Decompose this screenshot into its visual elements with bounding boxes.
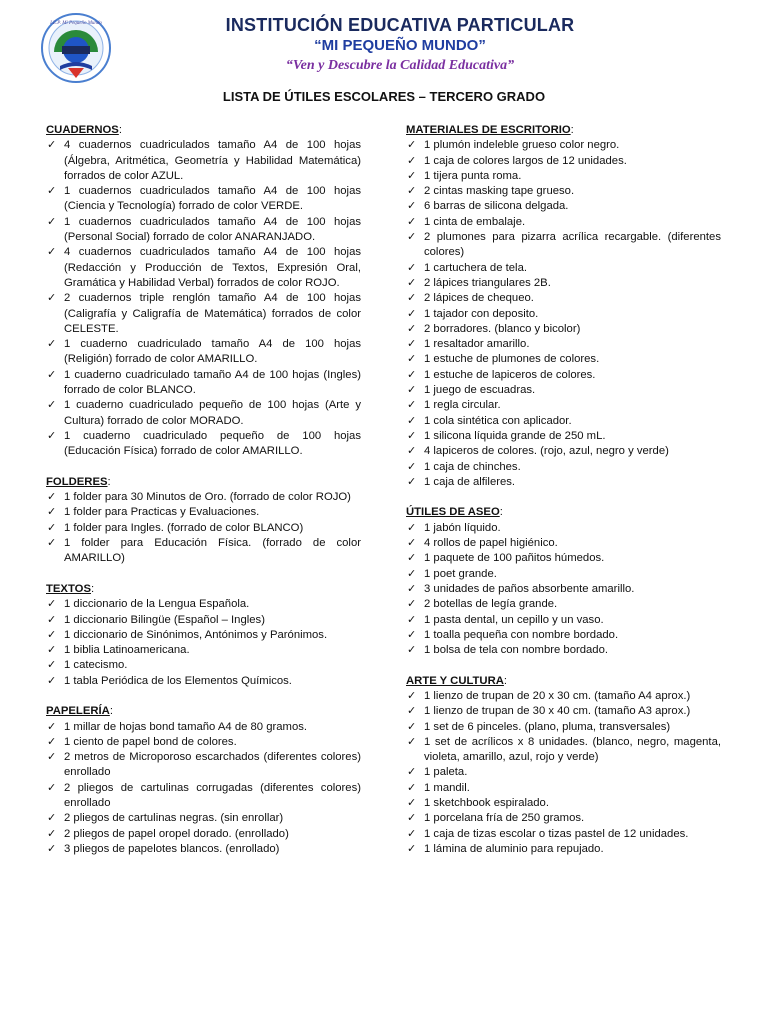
checkmark-icon: ✓ xyxy=(47,139,57,152)
list-item-text: 1 estuche de plumones de colores. xyxy=(424,353,600,366)
list-item xyxy=(406,429,721,444)
item-list xyxy=(406,689,721,857)
section-folderes xyxy=(46,475,361,567)
list-item xyxy=(406,215,721,230)
checkmark-icon: ✓ xyxy=(407,766,417,779)
list-item-text: 2 borradores. (blanco y bicolor) xyxy=(424,322,581,335)
list-item xyxy=(46,750,361,781)
list-item-text: 1 sketchbook espiralado. xyxy=(424,797,549,810)
checkmark-icon: ✓ xyxy=(407,797,417,810)
checkmark-icon: ✓ xyxy=(407,521,417,534)
list-item xyxy=(406,827,721,842)
list-item-text: 1 folder para Ingles. (forrado de color BLANCO) xyxy=(64,521,304,534)
list-item xyxy=(406,689,721,704)
item-list xyxy=(406,138,721,490)
checkmark-icon: ✓ xyxy=(47,537,57,550)
list-item-text: 1 cartuchera de tela. xyxy=(424,261,527,274)
list-item-text: 1 lienzo de trupan de 20 x 30 cm. (tamaño A4 aprox.) xyxy=(424,689,691,702)
section-cuadernos xyxy=(46,123,361,460)
list-item xyxy=(406,643,721,658)
list-item xyxy=(406,352,721,367)
list-item xyxy=(46,138,361,184)
checkmark-icon: ✓ xyxy=(407,231,417,244)
checkmark-icon: ✓ xyxy=(47,215,57,228)
list-item-text: 1 silicona líquida grande de 250 mL. xyxy=(424,429,606,442)
item-list xyxy=(46,720,361,858)
list-item xyxy=(406,368,721,383)
section-materiales-de-escritorio xyxy=(406,123,721,490)
checkmark-icon: ✓ xyxy=(407,552,417,565)
checkmark-icon: ✓ xyxy=(47,185,57,198)
list-item-text: 1 cuadernos cuadriculados tamaño A4 de 100 hojas (Ciencia y Tecnología) forrado de color VERDE. xyxy=(64,185,361,213)
section-title: CUADERNOS xyxy=(46,124,119,136)
list-item xyxy=(406,337,721,352)
list-item xyxy=(46,368,361,399)
section-title: PAPELERÍA xyxy=(46,705,110,718)
checkmark-icon: ✓ xyxy=(47,506,57,519)
list-item-text: 1 set de acrílicos x 8 unidades. (blanco, negro, magenta, violeta, amarillo, azul, rojo y verde) xyxy=(424,735,721,764)
list-item-text: 1 bolsa de tela con nombre bordado. xyxy=(424,644,609,657)
section-title-colon: : xyxy=(91,582,95,595)
list-item-text: 1 paleta. xyxy=(424,766,468,779)
list-item-text: 1 tajador con deposito. xyxy=(424,307,539,320)
section-textos xyxy=(46,582,361,689)
list-item-text: 1 cola sintética con aplicador. xyxy=(424,414,572,427)
checkmark-icon: ✓ xyxy=(407,781,417,794)
list-item xyxy=(406,307,721,322)
list-item xyxy=(406,230,721,261)
section-heading xyxy=(46,582,361,597)
list-item-text: 1 caja de colores largos de 12 unidades. xyxy=(424,154,627,167)
list-item xyxy=(46,658,361,673)
list-item-text: 1 cuaderno cuadriculado tamaño A4 de 100 hojas (Ingles) forrado de color BLANCO. xyxy=(64,368,361,397)
list-item xyxy=(406,796,721,811)
checkmark-icon: ✓ xyxy=(407,628,417,641)
list-item-text: 2 pliegos de cartulinas negras. (sin enrollar) xyxy=(64,812,284,825)
checkmark-icon: ✓ xyxy=(47,781,57,794)
checkmark-icon: ✓ xyxy=(407,445,417,458)
checkmark-icon: ✓ xyxy=(407,613,417,626)
section-papeleria xyxy=(46,704,361,857)
checkmark-icon: ✓ xyxy=(407,261,417,274)
section-title-colon: : xyxy=(499,506,503,519)
list-item-text: 1 mandil. xyxy=(424,781,470,794)
checkmark-icon: ✓ xyxy=(47,368,57,381)
list-item-text: 1 cuadernos cuadriculados tamaño A4 de 100 hojas (Personal Social) forrado de color ANARANJADO. xyxy=(64,215,361,244)
checkmark-icon: ✓ xyxy=(407,154,417,167)
checkmark-icon: ✓ xyxy=(47,338,57,351)
list-item-text: 1 diccionario Bilingüe (Español – Ingles) xyxy=(64,613,265,626)
item-list xyxy=(46,138,361,459)
checkmark-icon: ✓ xyxy=(407,644,417,657)
list-item-text: 1 cuaderno cuadriculado pequeño de 100 hojas (Educación Física) forrado de color AMARILLO. xyxy=(64,429,361,458)
letterhead xyxy=(150,14,650,75)
list-item-text: 1 diccionario de la Lengua Española. xyxy=(64,598,250,611)
section-title-colon: : xyxy=(118,124,122,136)
section-title-colon: : xyxy=(503,674,508,687)
checkmark-icon: ✓ xyxy=(407,598,417,611)
list-item-text: 6 barras de silicona delgada. xyxy=(424,200,569,213)
school-name: “MI PEQUEÑO MUNDO” xyxy=(314,37,486,54)
list-item-text: 4 lapiceros de colores. (rojo, azul, negro y verde) xyxy=(424,445,669,458)
list-item xyxy=(406,383,721,398)
checkmark-icon: ✓ xyxy=(47,246,57,259)
list-item xyxy=(406,398,721,413)
list-item xyxy=(46,811,361,826)
section-title: MATERIALES DE ESCRITORIO xyxy=(406,124,571,136)
list-item xyxy=(406,291,721,306)
list-item xyxy=(406,322,721,337)
checkmark-icon: ✓ xyxy=(407,735,417,748)
checkmark-icon: ✓ xyxy=(47,812,57,825)
section-title-colon: : xyxy=(107,475,111,488)
checkmark-icon: ✓ xyxy=(407,169,417,182)
checkmark-icon: ✓ xyxy=(407,827,417,840)
list-item xyxy=(406,444,721,459)
list-item xyxy=(46,184,361,215)
list-item-text: 2 pliegos de papel oropel dorado. (enrollado) xyxy=(64,827,289,840)
item-list xyxy=(406,521,721,659)
left-column xyxy=(46,123,361,873)
checkmark-icon: ✓ xyxy=(407,842,417,855)
list-item-text: 1 resaltador amarillo. xyxy=(424,338,530,351)
list-item xyxy=(406,765,721,780)
list-item-text: 2 plumones para pizarra acrílica recargable. (diferentes colores) xyxy=(424,231,721,259)
list-item-text: 1 toalla pequeña con nombre bordado. xyxy=(424,628,619,641)
list-item xyxy=(46,429,361,460)
list-item xyxy=(406,184,721,199)
list-item-text: 1 folder para 30 Minutos de Oro. (forrado de color ROJO) xyxy=(64,491,351,504)
checkmark-icon: ✓ xyxy=(47,613,57,626)
list-item-text: 1 catecismo. xyxy=(64,659,128,672)
list-item xyxy=(406,613,721,628)
right-column xyxy=(406,123,721,873)
checkmark-icon: ✓ xyxy=(47,735,57,748)
list-item xyxy=(406,276,721,291)
section-heading xyxy=(406,674,721,689)
checkmark-icon: ✓ xyxy=(47,628,57,641)
checkmark-icon: ✓ xyxy=(47,644,57,657)
list-item xyxy=(46,245,361,291)
checkmark-icon: ✓ xyxy=(47,491,57,504)
document-title: LISTA DE ÚTILES ESCOLARES – TERCERO GRADO xyxy=(222,89,546,104)
list-item xyxy=(406,199,721,214)
school-slogan: “Ven y Descubre la Calidad Educativa” xyxy=(285,58,515,73)
list-item xyxy=(406,521,721,536)
list-item-text: 1 lienzo de trupan de 30 x 40 cm. (tamaño A3 aprox.) xyxy=(424,705,691,718)
checkmark-icon: ✓ xyxy=(407,185,417,198)
list-item-text: 1 paquete de 100 pañitos húmedos. xyxy=(424,552,605,565)
section-utiles-de-aseo xyxy=(406,505,721,658)
checkmark-icon: ✓ xyxy=(407,200,417,213)
list-item-text: 1 estuche de lapiceros de colores. xyxy=(424,368,596,381)
list-item xyxy=(46,735,361,750)
list-item-text: 2 lápices triangulares 2B. xyxy=(424,276,551,289)
list-item xyxy=(46,613,361,628)
list-item xyxy=(46,398,361,429)
list-item-text: 1 caja de chinches. xyxy=(424,460,521,473)
checkmark-icon: ✓ xyxy=(47,674,57,687)
list-item xyxy=(406,138,721,153)
list-item-text: 1 caja de tizas escolar o tizas pastel de 12 unidades. xyxy=(424,827,689,840)
list-item xyxy=(46,842,361,857)
list-item xyxy=(406,628,721,643)
checkmark-icon: ✓ xyxy=(407,537,417,550)
list-item xyxy=(406,414,721,429)
list-item-text: 1 porcelana fría de 250 gramos. xyxy=(424,812,585,825)
list-item xyxy=(406,582,721,597)
checkmark-icon: ✓ xyxy=(407,399,417,412)
list-item-text: 4 cuadernos cuadriculados tamaño A4 de 100 hojas (Redacción y Producción de Textos, Expresión Oral, Gramática y Habilidad Verbal) forrados de color ROJO. xyxy=(64,246,361,289)
list-item-text: 2 metros de Microporoso escarchados (diferentes colores) enrollado xyxy=(64,751,361,779)
list-item-text: 1 cuaderno cuadriculado pequeño de 100 hojas (Arte y Cultura) forrado de color MORADO. xyxy=(64,399,361,427)
checkmark-icon: ✓ xyxy=(407,705,417,718)
list-item xyxy=(406,781,721,796)
item-list xyxy=(46,490,361,566)
section-heading xyxy=(406,505,721,520)
checkmark-icon: ✓ xyxy=(47,659,57,672)
list-item-text: 1 lámina de aluminio para repujado. xyxy=(424,842,604,855)
checkmark-icon: ✓ xyxy=(407,292,417,305)
list-item xyxy=(406,261,721,276)
checkmark-icon: ✓ xyxy=(407,139,417,152)
list-item xyxy=(46,720,361,735)
section-title: FOLDERES xyxy=(46,475,108,488)
list-item-text: 1 diccionario de Sinónimos, Antónimos y Parónimos. xyxy=(64,628,328,641)
list-item-text: 1 poet grande. xyxy=(424,567,497,580)
item-list xyxy=(46,597,361,689)
section-title: TEXTOS xyxy=(46,582,91,595)
list-item xyxy=(406,597,721,612)
list-item-text: 1 tabla Periódica de los Elementos Químicos. xyxy=(64,674,292,687)
section-heading xyxy=(46,475,361,490)
list-item-text: 1 plumón indeleble grueso color negro. xyxy=(424,139,620,152)
list-item-text: 1 ciento de papel bond de colores. xyxy=(64,735,237,748)
checkmark-icon: ✓ xyxy=(407,812,417,825)
list-item xyxy=(406,169,721,184)
checkmark-icon: ✓ xyxy=(407,429,417,442)
list-item-text: 1 folder para Educación Física. (forrado de color AMARILLO) xyxy=(64,537,361,565)
checkmark-icon: ✓ xyxy=(407,384,417,397)
list-item-text: 2 lápices de chequeo. xyxy=(424,292,534,305)
checkmark-icon: ✓ xyxy=(47,399,57,412)
list-item xyxy=(406,460,721,475)
logo-text: I.E.P. Mi Pequeño Mundo xyxy=(50,21,102,26)
section-heading xyxy=(46,704,361,719)
section-title: ÚTILES DE ASEO xyxy=(406,506,500,519)
list-item xyxy=(406,735,721,766)
list-item xyxy=(406,475,721,490)
list-item-text: 1 pasta dental, un cepillo y un vaso. xyxy=(424,613,604,626)
list-item xyxy=(406,154,721,169)
section-heading xyxy=(406,123,721,138)
list-item xyxy=(46,781,361,812)
section-heading xyxy=(46,123,361,138)
list-item-text: 1 cuaderno cuadriculado tamaño A4 de 100 hojas (Religión) forrado de color AMARILLO. xyxy=(64,338,361,366)
list-item-text: 2 pliegos de cartulinas corrugadas (diferentes colores) enrollado xyxy=(64,781,361,810)
list-item-text: 2 cintas masking tape grueso. xyxy=(424,185,575,198)
list-item xyxy=(46,291,361,337)
list-item-text: 2 cuadernos triple renglón tamaño A4 de 100 hojas (Caligrafía y Caligrafía de Matemática) forrados de color CELESTE. xyxy=(64,292,361,335)
checkmark-icon: ✓ xyxy=(407,338,417,351)
list-item xyxy=(406,842,721,857)
checkmark-icon: ✓ xyxy=(407,414,417,427)
list-item xyxy=(46,597,361,612)
checkmark-icon: ✓ xyxy=(407,215,417,228)
list-item-text: 2 botellas de legía grande. xyxy=(424,598,558,611)
list-item xyxy=(406,720,721,735)
list-item-text: 1 caja de alfileres. xyxy=(424,475,516,488)
list-item xyxy=(46,827,361,842)
checkmark-icon: ✓ xyxy=(47,827,57,840)
list-item xyxy=(406,536,721,551)
list-item-text: 1 set de 6 pinceles. (plano, pluma, transversales) xyxy=(424,720,671,733)
list-item xyxy=(46,505,361,520)
list-item xyxy=(46,536,361,567)
list-item xyxy=(46,628,361,643)
checkmark-icon: ✓ xyxy=(407,720,417,733)
list-item xyxy=(406,567,721,582)
checkmark-icon: ✓ xyxy=(47,429,57,442)
list-item-text: 1 biblia Latinoamericana. xyxy=(64,644,190,657)
list-item-text: 1 jabón líquido. xyxy=(424,521,501,534)
list-item xyxy=(46,674,361,689)
checkmark-icon: ✓ xyxy=(47,720,57,733)
checkmark-icon: ✓ xyxy=(47,598,57,611)
list-item xyxy=(406,551,721,566)
institution-name: INSTITUCIÓN EDUCATIVA PARTICULAR xyxy=(225,15,575,35)
checkmark-icon: ✓ xyxy=(407,567,417,580)
checkmark-icon: ✓ xyxy=(407,460,417,473)
list-item-text: 4 rollos de papel higiénico. xyxy=(424,537,558,550)
list-item-text: 1 juego de escuadras. xyxy=(424,384,536,397)
list-item-text: 1 millar de hojas bond tamaño A4 de 80 gramos. xyxy=(64,720,308,733)
list-item xyxy=(46,337,361,368)
list-item xyxy=(46,490,361,505)
checkmark-icon: ✓ xyxy=(407,276,417,289)
list-item xyxy=(406,704,721,719)
list-item xyxy=(46,521,361,536)
section-arte-y-cultura xyxy=(406,674,721,858)
list-item-text: 4 cuadernos cuadriculados tamaño A4 de 100 hojas (Álgebra, Aritmética, Geometría y Habilidad Matemática) forrados de color AZUL. xyxy=(64,139,361,182)
list-item-text: 3 unidades de paños absorbente amarillo. xyxy=(424,582,635,595)
list-item xyxy=(406,811,721,826)
checkmark-icon: ✓ xyxy=(407,582,417,595)
list-item-text: 1 cinta de embalaje. xyxy=(424,215,526,228)
checkmark-icon: ✓ xyxy=(407,368,417,381)
checkmark-icon: ✓ xyxy=(47,842,57,855)
list-item-text: 1 folder para Practicas y Evaluaciones. xyxy=(64,506,260,519)
checkmark-icon: ✓ xyxy=(407,322,417,335)
section-title-colon: : xyxy=(570,124,574,136)
list-item-text: 1 tijera punta roma. xyxy=(424,169,522,182)
section-title-colon: : xyxy=(109,705,113,718)
checkmark-icon: ✓ xyxy=(47,521,57,534)
list-item-text: 1 regla circular. xyxy=(424,399,501,412)
checkmark-icon: ✓ xyxy=(407,353,417,366)
checkmark-icon: ✓ xyxy=(407,307,417,320)
section-title: ARTE Y CULTURA xyxy=(406,674,504,687)
checkmark-icon: ✓ xyxy=(47,292,57,305)
checkmark-icon: ✓ xyxy=(47,751,57,764)
list-item xyxy=(46,215,361,246)
school-logo xyxy=(40,12,112,84)
list-item xyxy=(46,643,361,658)
checkmark-icon: ✓ xyxy=(407,475,417,488)
list-item-text: 3 pliegos de papelotes blancos. (enrollado) xyxy=(64,842,280,855)
checkmark-icon: ✓ xyxy=(407,689,417,702)
